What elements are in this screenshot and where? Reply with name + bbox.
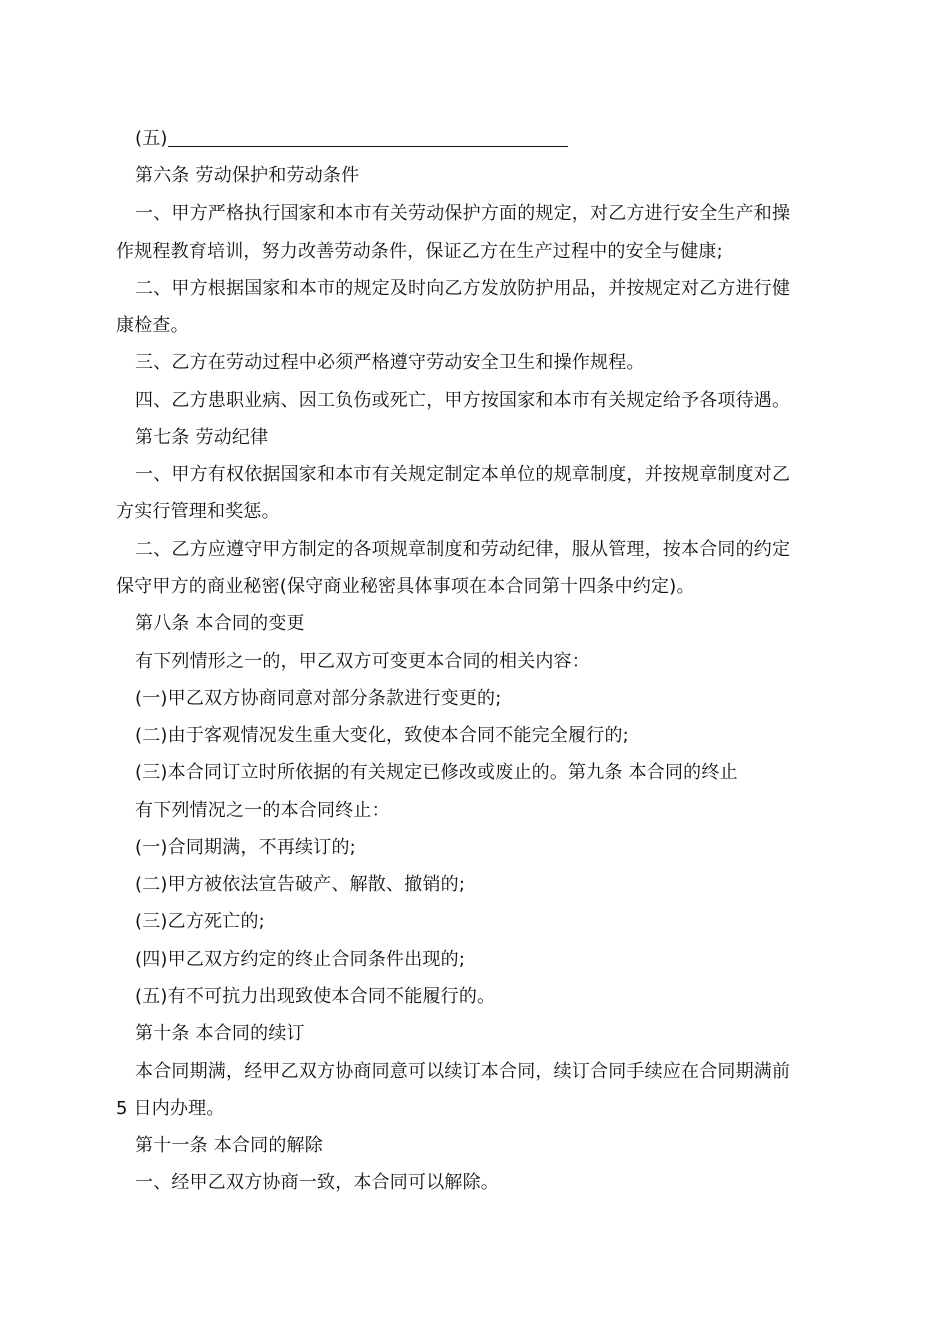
item-five-label: (五) (135, 128, 168, 149)
article-6-heading: 第六条 劳动保护和劳动条件 (135, 165, 360, 186)
article-7-heading: 第七条 劳动纪律 (135, 427, 269, 448)
paragraph-line: 保守甲方的商业秘密(保守商业秘密具体事项在本合同第十四条中约定)。 (116, 576, 695, 597)
fill-in-blank (168, 128, 568, 147)
article-11-heading: 第十一条 本合同的解除 (135, 1135, 323, 1156)
paragraph-line: 方实行管理和奖惩。 (116, 501, 280, 522)
list-item: (一)合同期满，不再续订的; (135, 837, 356, 858)
paragraph-line: 康检查。 (116, 315, 189, 336)
list-item: (二)甲方被依法宣告破产、解散、撤销的; (135, 874, 466, 895)
article-8-heading: 第八条 本合同的变更 (135, 613, 305, 634)
paragraph-line: 三、乙方在劳动过程中必须严格遵守劳动安全卫生和操作规程。 (135, 352, 645, 373)
paragraph-line: 本合同期满，经甲乙双方协商同意可以续订本合同，续订合同手续应在合同期满前 (135, 1061, 791, 1082)
paragraph-line: 作规程教育培训，努力改善劳动条件，保证乙方在生产过程中的安全与健康; (116, 241, 723, 262)
list-item: (五)有不可抗力出现致使本合同不能履行的。 (135, 986, 496, 1007)
list-item: (三)乙方死亡的; (135, 911, 265, 932)
paragraph-line: 有下列情形之一的，甲乙双方可变更本合同的相关内容： (135, 651, 590, 672)
paragraph-line: 5 日内办理。 (116, 1098, 225, 1119)
paragraph-line: 二、乙方应遵守甲方制定的各项规章制度和劳动纪律，服从管理，按本合同的约定 (135, 539, 791, 560)
paragraph-line: 一、经甲乙双方协商一致，本合同可以解除。 (135, 1172, 499, 1193)
paragraph-line: 四、乙方患职业病、因工负伤或死亡，甲方按国家和本市有关规定给予各项待遇。 (135, 390, 791, 411)
article-10-heading: 第十条 本合同的续订 (135, 1023, 305, 1044)
paragraph-line: 二、甲方根据国家和本市的规定及时向乙方发放防护用品，并按规定对乙方进行健 (135, 278, 791, 299)
paragraph-line: 有下列情况之一的本合同终止： (135, 800, 390, 821)
list-item: (三)本合同订立时所依据的有关规定已修改或废止的。第九条 本合同的终止 (135, 762, 738, 783)
paragraph-line: 一、甲方严格执行国家和本市有关劳动保护方面的规定，对乙方进行安全生产和操 (135, 203, 791, 224)
item-five-blank-line (135, 127, 855, 151)
list-item: (一)甲乙双方协商同意对部分条款进行变更的; (135, 688, 502, 709)
list-item: (二)由于客观情况发生重大变化，致使本合同不能完全履行的; (135, 725, 629, 746)
list-item: (四)甲乙双方约定的终止合同条件出现的; (135, 949, 466, 970)
paragraph-line: 一、甲方有权依据国家和本市有关规定制定本单位的规章制度，并按规章制度对乙 (135, 464, 791, 485)
